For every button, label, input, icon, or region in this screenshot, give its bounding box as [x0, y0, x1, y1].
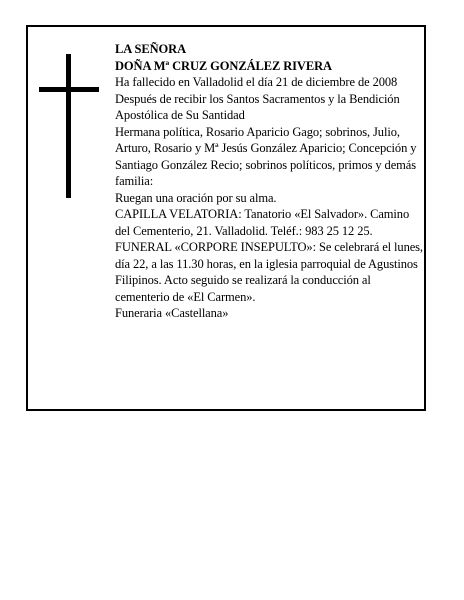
family-list: Hermana política, Rosario Aparicio Gago; sobrinos, Julio, Arturo, Rosario y Mª Jesús González Aparicio; Concepción y Santiago González Recio; sobrinos políticos, primos y demás familia: [115, 124, 417, 188]
funeral-info: FUNERAL «CORPORE INSEPULTO»: Se celebrará el lunes, día 22, a las 11.30 horas, en la iglesia parroquial de Agustinos Filipinos. Acto seguido se realizará la conducción al cementerio de «El Carmen». [115, 240, 423, 304]
obituary-notice [26, 25, 426, 411]
deceased-name: DOÑA Mª CRUZ GONZÁLEZ RIVERA [115, 58, 332, 73]
sacraments-statement: Después de recibir los Santos Sacramentos y la Bendición Apostólica de Su Santidad [115, 91, 400, 122]
prayer-request: Ruegan una oración por su alma. [115, 190, 277, 205]
cross-vertical-bar [66, 54, 71, 198]
death-statement: Ha fallecido en Valladolid el día 21 de diciembre de 2008 [115, 75, 398, 89]
funeral-home: Funeraria «Castellana» [115, 306, 229, 320]
chapel-info: CAPILLA VELATORIA: Tanatorio «El Salvador». Camino del Cementerio, 21. Valladolid. Teléf.: 983 25 12 25. [115, 207, 410, 238]
notice-text [115, 41, 425, 322]
notice-title: LA SEÑORA [115, 42, 186, 56]
cross-horizontal-bar [39, 87, 99, 92]
latin-cross-icon [39, 54, 99, 198]
